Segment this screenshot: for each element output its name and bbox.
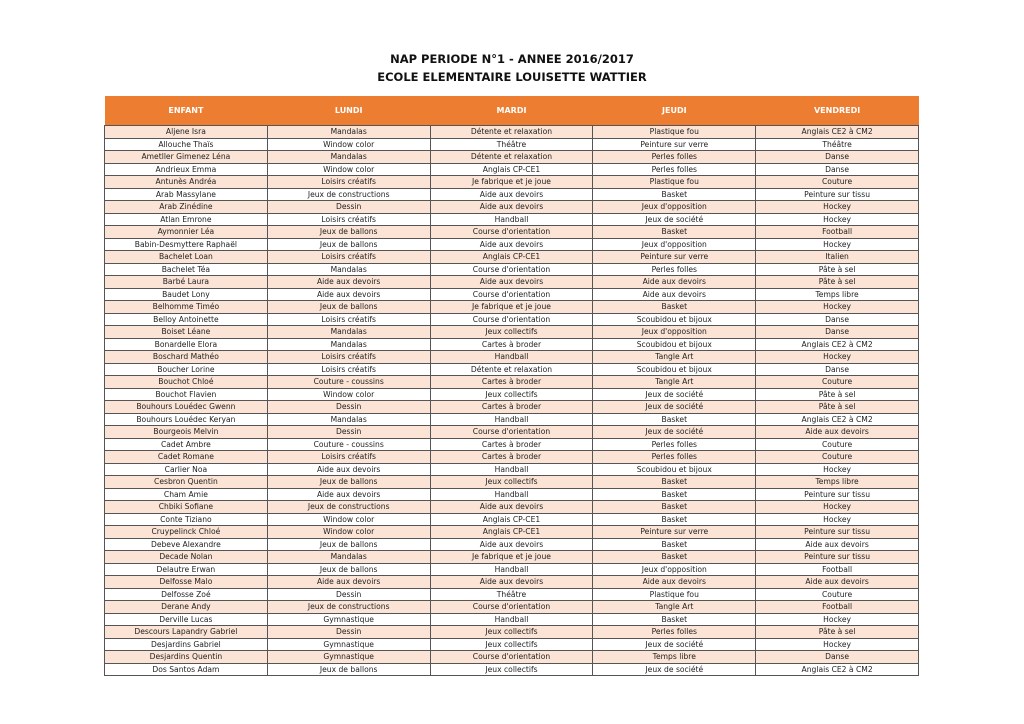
vendredi-cell: Pâte à sel xyxy=(756,626,919,639)
vendredi-cell: Danse xyxy=(756,326,919,339)
lundi-cell: Jeux de ballons xyxy=(267,563,430,576)
lundi-cell: Window color xyxy=(267,388,430,401)
table-row xyxy=(105,151,919,164)
header-jeudi: JEUDI xyxy=(593,96,756,126)
header-lundi: LUNDI xyxy=(267,96,430,126)
enfant-cell: Bourgeois Melvin xyxy=(105,426,268,439)
vendredi-cell: Hockey xyxy=(756,201,919,214)
vendredi-cell: Danse xyxy=(756,651,919,664)
enfant-cell: Chbiki Sofiane xyxy=(105,501,268,514)
mardi-cell: Aide aux devoirs xyxy=(430,238,593,251)
jeudi-cell: Basket xyxy=(593,413,756,426)
table-row xyxy=(105,626,919,639)
enfant-cell: Bachelet Loan xyxy=(105,251,268,264)
mardi-cell: Anglais CP-CE1 xyxy=(430,513,593,526)
enfant-cell: Boschard Mathéo xyxy=(105,351,268,364)
mardi-cell: Course d'orientation xyxy=(430,313,593,326)
mardi-cell: Aide aux devoirs xyxy=(430,276,593,289)
vendredi-cell: Danse xyxy=(756,151,919,164)
enfant-cell: Belhomme Timéo xyxy=(105,301,268,314)
enfant-cell: Delautre Erwan xyxy=(105,563,268,576)
lundi-cell: Mandalas xyxy=(267,263,430,276)
enfant-cell: Baudet Lony xyxy=(105,288,268,301)
lundi-cell: Mandalas xyxy=(267,151,430,164)
enfant-cell: Atlan Emrone xyxy=(105,213,268,226)
vendredi-cell: Couture xyxy=(756,438,919,451)
mardi-cell: Cartes à broder xyxy=(430,401,593,414)
enfant-cell: Barbé Laura xyxy=(105,276,268,289)
mardi-cell: Handball xyxy=(430,351,593,364)
mardi-cell: Détente et relaxation xyxy=(430,126,593,139)
enfant-cell: Bouhours Louédec Gwenn xyxy=(105,401,268,414)
table-row xyxy=(105,413,919,426)
jeudi-cell: Basket xyxy=(593,301,756,314)
table-row xyxy=(105,426,919,439)
mardi-cell: Théâtre xyxy=(430,138,593,151)
table-row xyxy=(105,263,919,276)
table-body xyxy=(105,126,919,676)
lundi-cell: Loisirs créatifs xyxy=(267,176,430,189)
lundi-cell: Mandalas xyxy=(267,413,430,426)
enfant-cell: Debeve Alexandre xyxy=(105,538,268,551)
jeudi-cell: Jeux de société xyxy=(593,388,756,401)
table-row xyxy=(105,401,919,414)
lundi-cell: Loisirs créatifs xyxy=(267,363,430,376)
mardi-cell: Jeux collectifs xyxy=(430,388,593,401)
jeudi-cell: Basket xyxy=(593,476,756,489)
enfant-cell: Bouchot Chloé xyxy=(105,376,268,389)
table-row xyxy=(105,538,919,551)
header-row xyxy=(105,96,919,126)
jeudi-cell: Jeux de société xyxy=(593,401,756,414)
enfant-cell: Delfosse Zoé xyxy=(105,588,268,601)
table-row xyxy=(105,501,919,514)
enfant-cell: Derville Lucas xyxy=(105,613,268,626)
enfant-cell: Aljene Isra xyxy=(105,126,268,139)
lundi-cell: Window color xyxy=(267,513,430,526)
mardi-cell: Aide aux devoirs xyxy=(430,501,593,514)
table-row xyxy=(105,288,919,301)
table-row xyxy=(105,201,919,214)
vendredi-cell: Pâte à sel xyxy=(756,401,919,414)
vendredi-cell: Italien xyxy=(756,251,919,264)
lundi-cell: Couture - coussins xyxy=(267,438,430,451)
enfant-cell: Bouchot Flavien xyxy=(105,388,268,401)
jeudi-cell: Jeux d'opposition xyxy=(593,563,756,576)
lundi-cell: Gymnastique xyxy=(267,638,430,651)
enfant-cell: Delfosse Malo xyxy=(105,576,268,589)
jeudi-cell: Aide aux devoirs xyxy=(593,576,756,589)
mardi-cell: Cartes à broder xyxy=(430,451,593,464)
vendredi-cell: Aide aux devoirs xyxy=(756,538,919,551)
mardi-cell: Anglais CP-CE1 xyxy=(430,526,593,539)
table-row xyxy=(105,188,919,201)
mardi-cell: Jeux collectifs xyxy=(430,663,593,676)
lundi-cell: Jeux de constructions xyxy=(267,501,430,514)
mardi-cell: Jeux collectifs xyxy=(430,626,593,639)
mardi-cell: Aide aux devoirs xyxy=(430,576,593,589)
enfant-cell: Bachelet Téa xyxy=(105,263,268,276)
table-row xyxy=(105,488,919,501)
enfant-cell: Belloy Antoinette xyxy=(105,313,268,326)
jeudi-cell: Peinture sur verre xyxy=(593,138,756,151)
table-row xyxy=(105,313,919,326)
jeudi-cell: Basket xyxy=(593,613,756,626)
lundi-cell: Gymnastique xyxy=(267,613,430,626)
mardi-cell: Jeux collectifs xyxy=(430,638,593,651)
lundi-cell: Window color xyxy=(267,526,430,539)
table-row xyxy=(105,138,919,151)
vendredi-cell: Danse xyxy=(756,363,919,376)
table-row xyxy=(105,651,919,664)
lundi-cell: Jeux de ballons xyxy=(267,238,430,251)
enfant-cell: Arab Massylane xyxy=(105,188,268,201)
table-row xyxy=(105,238,919,251)
jeudi-cell: Plastique fou xyxy=(593,588,756,601)
table-row xyxy=(105,126,919,139)
lundi-cell: Jeux de ballons xyxy=(267,226,430,239)
mardi-cell: Handball xyxy=(430,213,593,226)
table-row xyxy=(105,563,919,576)
vendredi-cell: Anglais CE2 à CM2 xyxy=(756,338,919,351)
table-row xyxy=(105,551,919,564)
vendredi-cell: Anglais CE2 à CM2 xyxy=(756,126,919,139)
enfant-cell: Dos Santos Adam xyxy=(105,663,268,676)
lundi-cell: Loisirs créatifs xyxy=(267,213,430,226)
vendredi-cell: Hockey xyxy=(756,501,919,514)
enfant-cell: Descours Lapandry Gabriel xyxy=(105,626,268,639)
mardi-cell: Je fabrique et je joue xyxy=(430,301,593,314)
lundi-cell: Loisirs créatifs xyxy=(267,251,430,264)
jeudi-cell: Basket xyxy=(593,488,756,501)
jeudi-cell: Temps libre xyxy=(593,651,756,664)
enfant-cell: Ametller Gimenez Léna xyxy=(105,151,268,164)
jeudi-cell: Basket xyxy=(593,551,756,564)
enfant-cell: Cadet Romane xyxy=(105,451,268,464)
vendredi-cell: Aide aux devoirs xyxy=(756,576,919,589)
enfant-cell: Bonardelle Elora xyxy=(105,338,268,351)
table-row xyxy=(105,638,919,651)
table-row xyxy=(105,663,919,676)
enfant-cell: Desjardins Quentin xyxy=(105,651,268,664)
lundi-cell: Jeux de ballons xyxy=(267,538,430,551)
vendredi-cell: Pâte à sel xyxy=(756,388,919,401)
enfant-cell: Carlier Noa xyxy=(105,463,268,476)
vendredi-cell: Aide aux devoirs xyxy=(756,426,919,439)
vendredi-cell: Hockey xyxy=(756,613,919,626)
enfant-cell: Conte Tiziano xyxy=(105,513,268,526)
vendredi-cell: Pâte à sel xyxy=(756,276,919,289)
mardi-cell: Cartes à broder xyxy=(430,338,593,351)
lundi-cell: Dessin xyxy=(267,588,430,601)
vendredi-cell: Couture xyxy=(756,376,919,389)
jeudi-cell: Plastique fou xyxy=(593,126,756,139)
lundi-cell: Aide aux devoirs xyxy=(267,488,430,501)
vendredi-cell: Pâte à sel xyxy=(756,263,919,276)
table-row xyxy=(105,363,919,376)
mardi-cell: Détente et relaxation xyxy=(430,363,593,376)
vendredi-cell: Couture xyxy=(756,176,919,189)
mardi-cell: Cartes à broder xyxy=(430,376,593,389)
jeudi-cell: Perles folles xyxy=(593,626,756,639)
mardi-cell: Course d'orientation xyxy=(430,226,593,239)
vendredi-cell: Couture xyxy=(756,588,919,601)
lundi-cell: Jeux de constructions xyxy=(267,601,430,614)
mardi-cell: Je fabrique et je joue xyxy=(430,176,593,189)
jeudi-cell: Tangle Art xyxy=(593,351,756,364)
lundi-cell: Window color xyxy=(267,138,430,151)
table-row xyxy=(105,226,919,239)
enfant-cell: Aymonnier Léa xyxy=(105,226,268,239)
mardi-cell: Jeux collectifs xyxy=(430,326,593,339)
lundi-cell: Aide aux devoirs xyxy=(267,576,430,589)
lundi-cell: Aide aux devoirs xyxy=(267,463,430,476)
jeudi-cell: Tangle Art xyxy=(593,601,756,614)
lundi-cell: Gymnastique xyxy=(267,651,430,664)
table-row xyxy=(105,326,919,339)
jeudi-cell: Perles folles xyxy=(593,263,756,276)
mardi-cell: Course d'orientation xyxy=(430,426,593,439)
lundi-cell: Dessin xyxy=(267,426,430,439)
mardi-cell: Anglais CP-CE1 xyxy=(430,163,593,176)
table-row xyxy=(105,251,919,264)
table-row xyxy=(105,388,919,401)
document-title: NAP PERIODE N°1 - ANNEE 2016/2017 xyxy=(390,52,634,66)
lundi-cell: Jeux de constructions xyxy=(267,188,430,201)
table-row xyxy=(105,588,919,601)
vendredi-cell: Anglais CE2 à CM2 xyxy=(756,413,919,426)
vendredi-cell: Football xyxy=(756,601,919,614)
vendredi-cell: Hockey xyxy=(756,513,919,526)
mardi-cell: Handball xyxy=(430,463,593,476)
enfant-cell: Boucher Lorine xyxy=(105,363,268,376)
table-row xyxy=(105,338,919,351)
header-vendredi: VENDREDI xyxy=(756,96,919,126)
vendredi-cell: Football xyxy=(756,226,919,239)
mardi-cell: Cartes à broder xyxy=(430,438,593,451)
jeudi-cell: Basket xyxy=(593,538,756,551)
enfant-cell: Babin-Desmyttere Raphaël xyxy=(105,238,268,251)
jeudi-cell: Basket xyxy=(593,188,756,201)
vendredi-cell: Peinture sur tissu xyxy=(756,526,919,539)
enfant-cell: Allouche Thaïs xyxy=(105,138,268,151)
mardi-cell: Course d'orientation xyxy=(430,651,593,664)
schedule-table xyxy=(104,96,919,676)
jeudi-cell: Jeux d'opposition xyxy=(593,238,756,251)
jeudi-cell: Perles folles xyxy=(593,151,756,164)
mardi-cell: Aide aux devoirs xyxy=(430,201,593,214)
jeudi-cell: Aide aux devoirs xyxy=(593,276,756,289)
vendredi-cell: Théâtre xyxy=(756,138,919,151)
jeudi-cell: Scoubidou et bijoux xyxy=(593,363,756,376)
vendredi-cell: Hockey xyxy=(756,213,919,226)
lundi-cell: Mandalas xyxy=(267,126,430,139)
lundi-cell: Loisirs créatifs xyxy=(267,351,430,364)
mardi-cell: Aide aux devoirs xyxy=(430,538,593,551)
jeudi-cell: Aide aux devoirs xyxy=(593,288,756,301)
enfant-cell: Bouhours Louédec Keryan xyxy=(105,413,268,426)
jeudi-cell: Plastique fou xyxy=(593,176,756,189)
vendredi-cell: Danse xyxy=(756,313,919,326)
table-row xyxy=(105,476,919,489)
jeudi-cell: Perles folles xyxy=(593,438,756,451)
mardi-cell: Handball xyxy=(430,613,593,626)
table-row xyxy=(105,351,919,364)
enfant-cell: Andrieux Emma xyxy=(105,163,268,176)
jeudi-cell: Peinture sur verre xyxy=(593,526,756,539)
jeudi-cell: Jeux de société xyxy=(593,663,756,676)
mardi-cell: Handball xyxy=(430,488,593,501)
vendredi-cell: Hockey xyxy=(756,351,919,364)
jeudi-cell: Basket xyxy=(593,226,756,239)
table-row xyxy=(105,176,919,189)
vendredi-cell: Danse xyxy=(756,163,919,176)
lundi-cell: Loisirs créatifs xyxy=(267,451,430,464)
mardi-cell: Course d'orientation xyxy=(430,288,593,301)
jeudi-cell: Perles folles xyxy=(593,451,756,464)
vendredi-cell: Peinture sur tissu xyxy=(756,488,919,501)
enfant-cell: Decade Nolan xyxy=(105,551,268,564)
table-row xyxy=(105,576,919,589)
mardi-cell: Anglais CP-CE1 xyxy=(430,251,593,264)
mardi-cell: Handball xyxy=(430,413,593,426)
table-row xyxy=(105,301,919,314)
vendredi-cell: Hockey xyxy=(756,638,919,651)
mardi-cell: Course d'orientation xyxy=(430,601,593,614)
vendredi-cell: Hockey xyxy=(756,301,919,314)
enfant-cell: Cruypelinck Chloé xyxy=(105,526,268,539)
enfant-cell: Desjardins Gabriel xyxy=(105,638,268,651)
lundi-cell: Couture - coussins xyxy=(267,376,430,389)
enfant-cell: Arab Zinédine xyxy=(105,201,268,214)
jeudi-cell: Jeux d'opposition xyxy=(593,326,756,339)
enfant-cell: Boiset Léane xyxy=(105,326,268,339)
table-row xyxy=(105,513,919,526)
mardi-cell: Aide aux devoirs xyxy=(430,188,593,201)
vendredi-cell: Hockey xyxy=(756,463,919,476)
lundi-cell: Dessin xyxy=(267,626,430,639)
jeudi-cell: Jeux de société xyxy=(593,426,756,439)
jeudi-cell: Jeux de société xyxy=(593,638,756,651)
lundi-cell: Dessin xyxy=(267,201,430,214)
mardi-cell: Jeux collectifs xyxy=(430,476,593,489)
jeudi-cell: Scoubidou et bijoux xyxy=(593,338,756,351)
lundi-cell: Jeux de ballons xyxy=(267,663,430,676)
table-row xyxy=(105,451,919,464)
enfant-cell: Derane Andy xyxy=(105,601,268,614)
table-row xyxy=(105,276,919,289)
lundi-cell: Window color xyxy=(267,163,430,176)
mardi-cell: Course d'orientation xyxy=(430,263,593,276)
lundi-cell: Mandalas xyxy=(267,551,430,564)
table-row xyxy=(105,463,919,476)
lundi-cell: Aide aux devoirs xyxy=(267,288,430,301)
vendredi-cell: Couture xyxy=(756,451,919,464)
table-row xyxy=(105,163,919,176)
lundi-cell: Dessin xyxy=(267,401,430,414)
jeudi-cell: Peinture sur verre xyxy=(593,251,756,264)
jeudi-cell: Basket xyxy=(593,513,756,526)
mardi-cell: Détente et relaxation xyxy=(430,151,593,164)
jeudi-cell: Perles folles xyxy=(593,163,756,176)
table-row xyxy=(105,526,919,539)
mardi-cell: Théâtre xyxy=(430,588,593,601)
vendredi-cell: Temps libre xyxy=(756,476,919,489)
vendredi-cell: Football xyxy=(756,563,919,576)
jeudi-cell: Basket xyxy=(593,501,756,514)
school-name: ECOLE ELEMENTAIRE LOUISETTE WATTIER xyxy=(377,70,647,84)
lundi-cell: Jeux de ballons xyxy=(267,301,430,314)
table-row xyxy=(105,213,919,226)
lundi-cell: Aide aux devoirs xyxy=(267,276,430,289)
vendredi-cell: Peinture sur tissu xyxy=(756,188,919,201)
table-row xyxy=(105,601,919,614)
lundi-cell: Mandalas xyxy=(267,338,430,351)
enfant-cell: Cadet Ambre xyxy=(105,438,268,451)
jeudi-cell: Jeux de société xyxy=(593,213,756,226)
table-row xyxy=(105,438,919,451)
vendredi-cell: Anglais CE2 à CM2 xyxy=(756,663,919,676)
lundi-cell: Loisirs créatifs xyxy=(267,313,430,326)
jeudi-cell: Scoubidou et bijoux xyxy=(593,463,756,476)
vendredi-cell: Hockey xyxy=(756,238,919,251)
jeudi-cell: Scoubidou et bijoux xyxy=(593,313,756,326)
lundi-cell: Mandalas xyxy=(267,326,430,339)
jeudi-cell: Tangle Art xyxy=(593,376,756,389)
enfant-cell: Antunès Andréa xyxy=(105,176,268,189)
mardi-cell: Je fabrique et je joue xyxy=(430,551,593,564)
mardi-cell: Handball xyxy=(430,563,593,576)
vendredi-cell: Peinture sur tissu xyxy=(756,551,919,564)
vendredi-cell: Temps libre xyxy=(756,288,919,301)
table-row xyxy=(105,376,919,389)
lundi-cell: Jeux de ballons xyxy=(267,476,430,489)
jeudi-cell: Jeux d'opposition xyxy=(593,201,756,214)
table-row xyxy=(105,613,919,626)
enfant-cell: Cham Amie xyxy=(105,488,268,501)
enfant-cell: Cesbron Quentin xyxy=(105,476,268,489)
header-enfant: ENFANT xyxy=(105,96,268,126)
header-mardi: MARDI xyxy=(430,96,593,126)
